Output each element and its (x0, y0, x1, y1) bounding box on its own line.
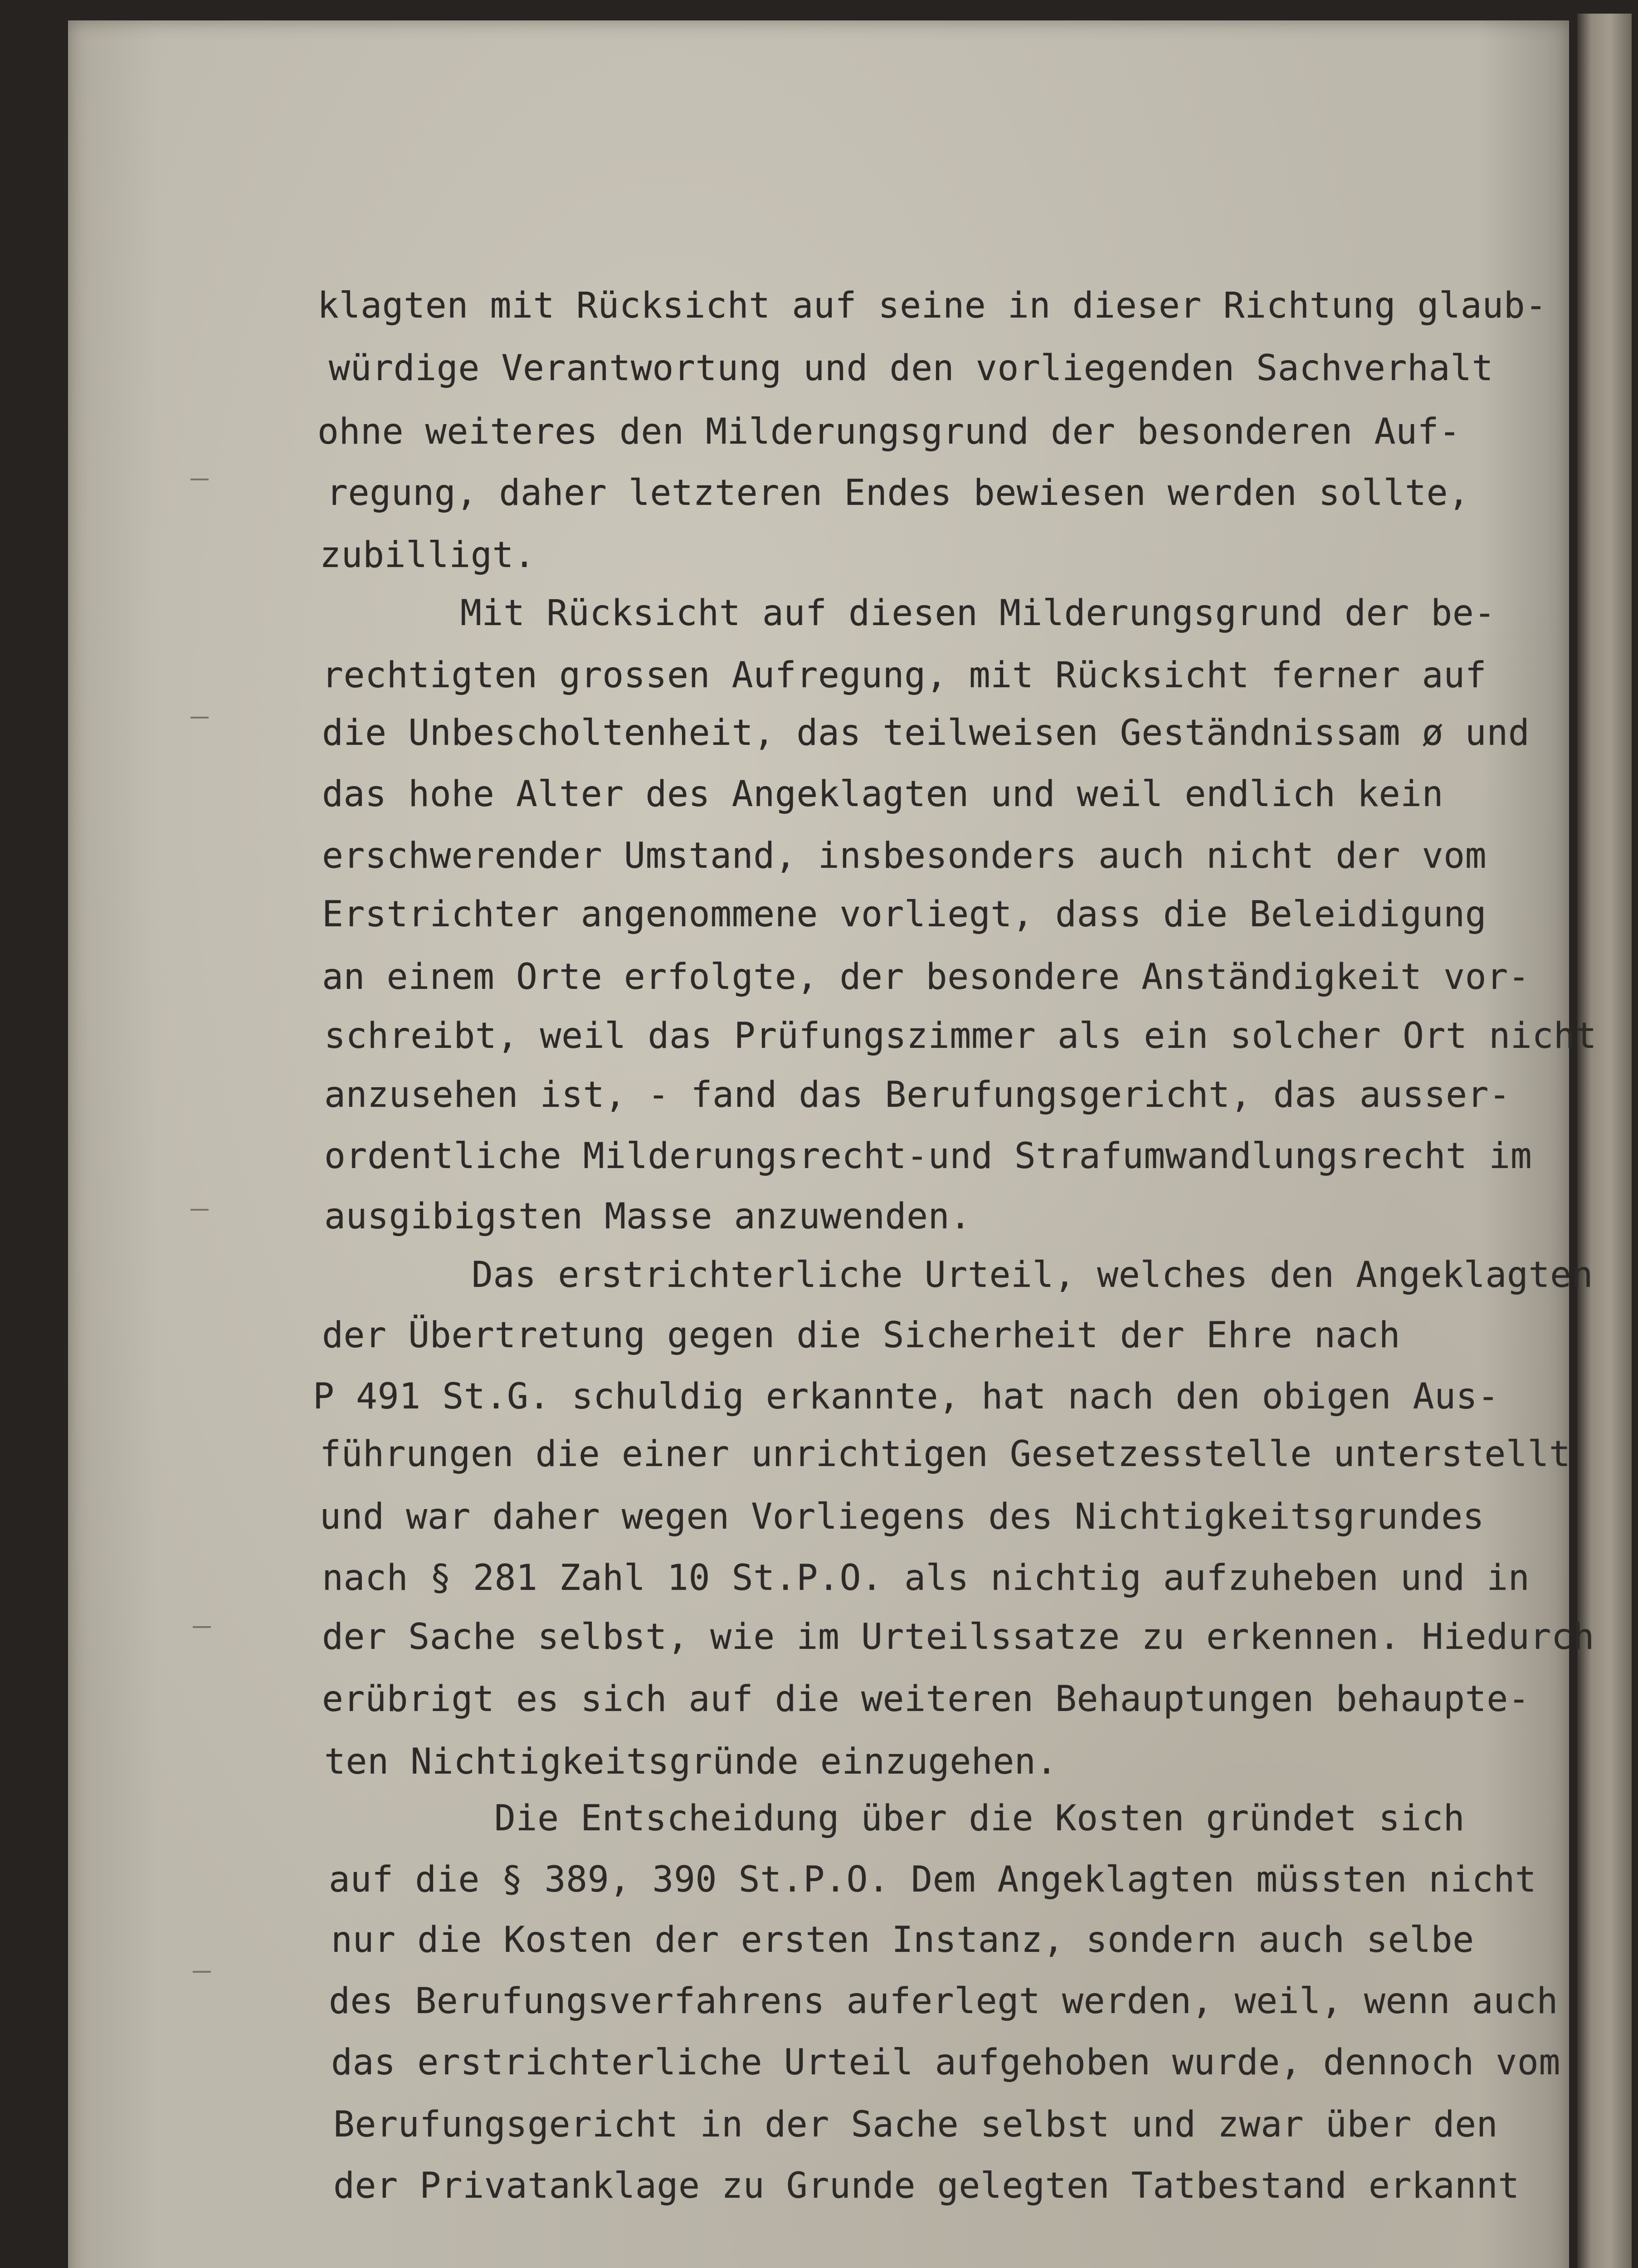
text-line: die Unbescholtenheit, das teilweisen Geständnissam ø und (322, 713, 1530, 753)
margin-mark (190, 479, 209, 480)
text-line: Das erstrichterliche Urteil, welches den Angeklagten (472, 1255, 1594, 1295)
text-line: der Privatanklage zu Grunde gelegten Tatbestand erkannt (333, 2165, 1520, 2206)
text-line: ausgibigsten Masse anzuwenden. (324, 1196, 971, 1237)
text-line: würdige Verantwortung und den vorliegenden Sachverhalt (329, 348, 1494, 389)
text-line: Erstrichter angenommene vorliegt, dass die Beleidigung (322, 894, 1487, 935)
text-line: führungen die einer unrichtigen Gesetzesstelle unterstellt (320, 1434, 1571, 1475)
text-line: an einem Orte erfolgte, der besondere Anständigkeit vor- (322, 957, 1530, 997)
text-line: des Berufungsverfahrens auferlegt werden, weil, wenn auch (329, 1981, 1558, 2022)
text-line: regung, daher letzteren Endes bewiesen werden sollte, (327, 473, 1470, 513)
adjacent-page-edge (1577, 14, 1632, 2268)
text-line: schreibt, weil das Prüfungszimmer als ein solcher Ort nicht (324, 1016, 1597, 1056)
text-line: erschwerender Umstand, insbesonders auch nicht der vom (322, 836, 1487, 876)
text-line: nur die Kosten der ersten Instanz, sondern auch selbe (331, 1920, 1474, 1960)
text-line: auf die § 389, 390 St.P.O. Dem Angeklagten müssten nicht (329, 1859, 1537, 1900)
margin-mark (193, 1971, 211, 1973)
text-line: zubilligt. (320, 535, 536, 576)
text-line: anzusehen ist, - fand das Berufungsgericht, das ausser- (324, 1075, 1511, 1115)
text-line: klagten mit Rücksicht auf seine in dieser Richtung glaub- (317, 285, 1547, 326)
body-text (68, 20, 1597, 2268)
text-line: Mit Rücksicht auf diesen Milderungsgrund der be- (460, 593, 1496, 634)
margin-mark (193, 1626, 211, 1628)
margin-mark (190, 1209, 209, 1211)
text-line: Berufungsgericht in der Sache selbst und zwar über den (333, 2104, 1498, 2145)
text-line: P 491 St.G. schuldig erkannte, hat nach den obigen Aus- (313, 1376, 1499, 1417)
text-line: ohne weiteres den Milderungsgrund der besonderen Auf- (317, 411, 1461, 452)
text-line: ten Nichtigkeitsgründe einzugehen. (324, 1741, 1058, 1782)
document-page (68, 20, 1597, 2268)
margin-mark (190, 717, 209, 719)
text-line: Die Entscheidung über die Kosten gründet sich (494, 1798, 1465, 1839)
text-line: das erstrichterliche Urteil aufgehoben wurde, dennoch vom (331, 2042, 1560, 2083)
text-line: ordentliche Milderungsrecht-und Strafumwandlungsrecht im (324, 1136, 1532, 1177)
text-line: erübrigt es sich auf die weiteren Behauptungen behaupte- (322, 1679, 1530, 1720)
text-line: und war daher wegen Vorliegens des Nichtigkeitsgrundes (320, 1496, 1485, 1537)
text-line: das hohe Alter des Angeklagten und weil endlich kein (322, 774, 1444, 815)
text-line: nach § 281 Zahl 10 St.P.O. als nichtig aufzuheben und in (322, 1558, 1530, 1598)
text-line: der Übertretung gegen die Sicherheit der Ehre nach (322, 1315, 1400, 1356)
text-line: der Sache selbst, wie im Urteilssatze zu erkennen. Hiedurch (322, 1617, 1595, 1657)
text-line: rechtigten grossen Aufregung, mit Rücksicht ferner auf (322, 655, 1487, 696)
